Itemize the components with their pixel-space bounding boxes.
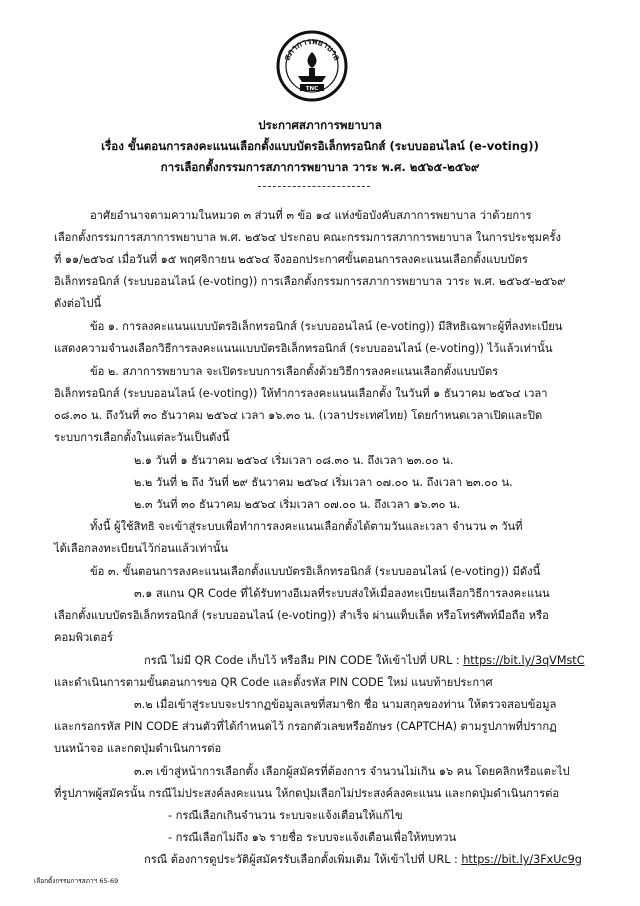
paragraph-line: ข้อ ๑. การลงคะแนนแบบบัตรอิเล็กทรอนิกส์ (ระบบออนไลน์ (e-voting)) มีสิทธิเฉพาะผู้ที่ลงทะเบียน — [90, 320, 563, 333]
paragraph-line: อิเล็กทรอนิกส์ (ระบบออนไลน์ (e-voting)) ให้ทำการลงคะแนนเลือกตั้ง ในวันที่ ๑ ธันวาคม ๒๕๖๔ เวลา — [54, 387, 548, 400]
paragraph-line: ทั้งนี้ ผู้ใช้สิทธิ จะเข้าสู่ระบบเพื่อทำการลงคะแนนเลือกตั้งได้ตามวันและเวลา จำนวน ๓ วันที่ — [90, 520, 523, 533]
paragraph-line: ระบบการเลือกตั้งในแต่ละวันเป็นดังนี้ — [54, 431, 230, 444]
paragraph-line — [144, 654, 585, 668]
qr-note-text: กรณี ไม่มี QR Code เก็บไว้ หรือลืม PIN CODE ให้เข้าไปที่ URL : — [144, 654, 464, 667]
logo-text: สภาการพยาบาล — [282, 36, 342, 63]
paragraph-line: เลือกตั้งกรรมการสภาการพยาบาล พ.ศ. ๒๕๖๔ ประกอบ คณะกรรมการสภาการพยาบาล ในการประชุมครั้ง — [54, 231, 561, 244]
candidate-profile-link[interactable]: https://bit.ly/3FxUc9g — [461, 853, 582, 866]
schedule-item: ๒.๓ วันที่ ๓๐ ธันวาคม ๒๕๖๔ เริ่มเวลา ๐๗.๐๐ น. ถึงเวลา ๑๖.๓๐ น. — [134, 498, 461, 511]
logo-abbrev: TNC — [305, 86, 319, 92]
paragraph-line: ๓.๒ เมื่อเข้าสู่ระบบจะปรากฏข้อมูลเลขที่สมาชิก ชื่อ นามสกุลของท่าน ให้ตรวจสอบข้อมูล — [134, 698, 557, 711]
paragraph-line: ๓.๑ สแกน QR Code ที่ได้รับทางอีเมลที่ระบบส่งให้เมื่อลงทะเบียนเลือกวิธีการลงคะแนน — [134, 587, 550, 600]
paragraph-line: บนหน้าจอ และกดปุ่มดำเนินการต่อ — [54, 742, 222, 755]
schedule-item: ๒.๒ วันที่ ๒ ถึง วันที่ ๒๙ ธันวาคม ๒๕๖๔ เริ่มเวลา ๐๗.๐๐ น. ถึงเวลา ๒๓.๐๐ น. — [134, 476, 513, 489]
announcement-title: ประกาศสภาการพยาบาล — [258, 118, 382, 132]
paragraph-line: และดำเนินการตามขั้นตอนการขอ QR Code และตั้งรหัส PIN CODE ใหม่ แนบท้ายประกาศ — [54, 676, 493, 689]
paragraph-line: ข้อ ๓. ขั้นตอนการลงคะแนนเลือกตั้งแบบบัตรอิเล็กทรอนิกส์ (ระบบออนไลน์ (e-voting)) มีดังนี้ — [90, 565, 541, 578]
qr-code-help-link[interactable]: https://bit.ly/3qVMstC — [463, 654, 585, 667]
candidate-note-text: กรณี ต้องการดูประวัติผู้สมัครรับเลือกตั้งเพิ่มเติม ให้เข้าไปที่ URL : — [144, 853, 462, 866]
paragraph-line: ที่รูปภาพผู้สมัครนั้น กรณีไม่ประสงค์ลงคะแนน ให้กดปุ่มเลือกไม่ประสงค์ลงคะแนน และกดปุ่มดำเนินการต่อ — [54, 787, 560, 800]
paragraph-line: ข้อ ๒. สภาการพยาบาล จะเปิดระบบการเลือกตั้งด้วยวิธีการลงคะแนนเลือกตั้งแบบบัตร — [90, 365, 499, 378]
paragraph-line: อาศัยอำนาจตามความในหมวด ๓ ส่วนที่ ๓ ข้อ ๑๔ แห่งข้อบังคับสภาการพยาบาล ว่าด้วยการ — [90, 209, 532, 222]
paragraph-line: เลือกตั้งแบบบัตรอิเล็กทรอนิกส์ (ระบบออนไลน์ (e-voting)) สำเร็จ ผ่านแท็บเล็ต หรือโทรศัพท์มือถือ หรือ — [54, 609, 549, 622]
nursing-council-logo — [276, 30, 348, 102]
paragraph-line: ดังต่อไปนี้ — [54, 297, 102, 310]
title-separator — [258, 186, 370, 187]
paragraph-line: แสดงความจำนงเลือกวิธีการลงคะแนนแบบบัตรอิเล็กทรอนิกส์ (ระบบออนไลน์ (e-voting)) ไว้แล้วเท่านั้น — [54, 342, 553, 355]
paragraph-line: อิเล็กทรอนิกส์ (ระบบออนไลน์ (e-voting)) การเลือกตั้งกรรมการสภาการพยาบาล วาระ พ.ศ. ๒๕๖๕-๒๕๖๙ — [54, 275, 566, 288]
paragraph-line: ๐๘.๓๐ น. ถึงวันที่ ๓๐ ธันวาคม ๒๕๖๔ เวลา ๑๖.๓๐ น. (เวลาประเทศไทย) โดยกำหนดเวลาเปิดและปิด — [54, 409, 543, 422]
paragraph-line: ที่ ๑๑/๒๕๖๔ เมื่อวันที่ ๑๕ พฤศจิกายน ๒๕๖๔ จึงออกประกาศขั้นตอนการลงคะแนนเลือกตั้งแบบบัตร — [54, 253, 528, 266]
bullet-item: - กรณีเลือกไม่ถึง ๑๖ รายชื่อ ระบบจะแจ้งเตือนเพื่อให้ทบทวน — [168, 831, 457, 844]
bullet-item: - กรณีเลือกเกินจำนวน ระบบจะแจ้งเตือนให้แก้ไข — [168, 809, 403, 822]
schedule-item: ๒.๑ วันที่ ๑ ธันวาคม ๒๕๖๔ เริ่มเวลา ๐๘.๓๐ น. ถึงเวลา ๒๓.๐๐ น. — [134, 454, 454, 467]
paragraph-line: ๓.๓ เข้าสู่หน้าการเลือกตั้ง เลือกผู้สมัครที่ต้องการ จำนวนไม่เกิน ๑๖ คน โดยคลิกหรือแตะไป — [134, 765, 570, 778]
footer-label: เลือกตั้งกรรมการสภาฯ 65-69 — [34, 877, 119, 885]
announcement-subject: เรื่อง ขั้นตอนการลงคะแนนเลือกตั้งแบบบัตรอิเล็กทรอนิกส์ (ระบบออนไลน์ (e-voting)) — [101, 139, 539, 153]
announcement-subject-2: การเลือกตั้งกรรมการสภาการพยาบาล วาระ พ.ศ. ๒๕๖๕-๒๕๖๙ — [160, 160, 480, 174]
paragraph-line: ได้เลือกลงทะเบียนไว้ก่อนแล้วเท่านั้น — [54, 542, 229, 555]
paragraph-line: คอมพิวเตอร์ — [54, 631, 114, 644]
paragraph-line: และกรอกรหัส PIN CODE ส่วนตัวที่ได้กำหนดไว้ กรอกตัวเลขหรืออักษร (CAPTCHA) ตามรูปภาพที่ปรากฏ — [54, 720, 557, 733]
paragraph-line — [144, 853, 582, 867]
